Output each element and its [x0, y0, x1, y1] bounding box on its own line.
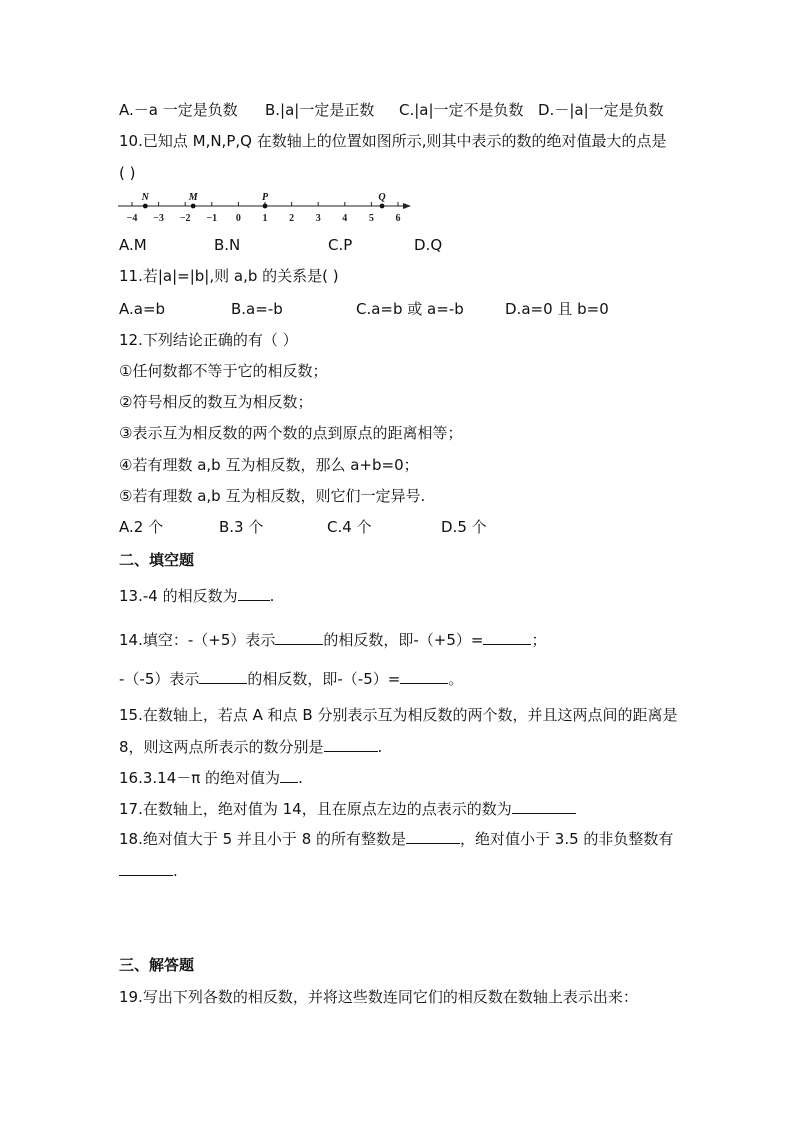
- q10-answer-paren: ( ): [119, 164, 136, 182]
- q11-stem: 11.若|a|=|b|,则 a,b 的关系是( ): [119, 267, 339, 285]
- number-line-tick-label: 4: [342, 213, 348, 224]
- q12-option-c: C.4 个: [327, 518, 372, 536]
- q9-option-c: C.|a|一定不是负数: [399, 101, 524, 119]
- q18-blank-1[interactable]: [406, 829, 460, 844]
- q12-stem: 12.下列结论正确的有（ ）: [119, 331, 298, 349]
- section-title-answer: 三、解答题: [119, 956, 195, 974]
- number-line-tick-label: −2: [179, 213, 191, 224]
- number-line-tick-label: 3: [315, 213, 321, 224]
- q14-blank-1[interactable]: [275, 630, 323, 645]
- q9-option-d: D.－|a|一定是负数: [538, 101, 664, 119]
- q14-line-2: -（-5）表示 的相反数，即-（-5）= 。: [119, 670, 464, 688]
- number-line-point-m: [191, 204, 196, 209]
- q10-option-b: B.N: [214, 236, 241, 254]
- q12-option-d: D.5 个: [441, 518, 487, 536]
- number-line-point-label-p: P: [261, 192, 269, 203]
- q10-option-d: D.Q: [414, 236, 443, 254]
- q13-blank[interactable]: [238, 586, 270, 601]
- number-line-point-label-m: M: [188, 192, 198, 203]
- q13: 13.-4 的相反数为 .: [119, 587, 275, 605]
- q14-blank-2[interactable]: [483, 630, 531, 645]
- q10-option-a: A.M: [119, 236, 147, 254]
- number-line-point-label-n: N: [141, 192, 149, 203]
- q17: 17.在数轴上，绝对值为 14，且在原点左边的点表示的数为: [119, 799, 576, 819]
- q10-stem: 10.已知点 M,N,P,Q 在数轴上的位置如图所示,则其中表示的数的绝对值最大的点是: [119, 132, 667, 150]
- q11-option-a: A.a=b: [119, 300, 166, 318]
- q12-option-a: A.2 个: [119, 518, 164, 536]
- q11-option-c: C.a=b 或 a=-b: [356, 300, 464, 318]
- section-title-fill-in: 二、填空题: [119, 551, 195, 569]
- number-line-figure: [113, 188, 418, 228]
- number-line-point-p: [263, 204, 268, 209]
- q18-line-2: .: [119, 861, 178, 881]
- q12-item-5: ⑤若有理数 a,b 互为相反数，则它们一定异号.: [119, 487, 426, 505]
- number-line-tick-label: −1: [206, 213, 218, 224]
- q12-item-4: ④若有理数 a,b 互为相反数，那么 a+b=0；: [119, 456, 419, 474]
- q14-blank-3[interactable]: [199, 669, 247, 684]
- number-line-tick-label: 0: [235, 213, 241, 224]
- q16-blank[interactable]: [280, 768, 298, 783]
- q17-blank[interactable]: [512, 799, 576, 814]
- number-line-tick-label: 2: [289, 213, 295, 224]
- q15-blank[interactable]: [324, 737, 378, 752]
- q15-line-1: 15.在数轴上，若点 A 和点 B 分别表示互为相反数的两个数，并且这两点间的距离是: [119, 706, 678, 724]
- q12-item-1: ①任何数都不等于它的相反数；: [119, 362, 328, 380]
- number-line-tick-label: −3: [153, 213, 164, 224]
- q11-option-d: D.a=0 且 b=0: [505, 300, 609, 318]
- number-line-tick-label: 5: [368, 213, 374, 224]
- q14-line-1: 14.填空：-（+5）表示 的相反数，即-（+5）= ；: [119, 631, 547, 649]
- q12-option-b: B.3 个: [219, 518, 264, 536]
- number-line-point-q: [380, 204, 385, 209]
- number-line-tick-label: 1: [262, 213, 268, 224]
- number-line-arrow-icon: [403, 203, 411, 209]
- q9-option-a: A.－a 一定是负数: [119, 101, 238, 119]
- number-line-tick-label: 6: [395, 213, 401, 224]
- number-line-point-label-q: Q: [378, 192, 386, 203]
- q9-option-b: B.|a|一定是正数: [265, 101, 375, 119]
- q10-option-c: C.P: [328, 236, 353, 254]
- q15-line-2: 8，则这两点所表示的数分别是 .: [119, 738, 383, 756]
- q12-item-3: ③表示互为相反数的两个数的点到原点的距离相等；: [119, 424, 463, 442]
- q18-line-1: 18.绝对值大于 5 并且小于 8 的所有整数是 ，绝对值小于 3.5 的非负整数有: [119, 830, 674, 848]
- number-line-tick-label: −4: [126, 213, 138, 224]
- q19-stem: 19.写出下列各数的相反数，并将这些数连同它们的相反数在数轴上表示出来：: [119, 988, 638, 1006]
- q12-item-2: ②符号相反的数互为相反数；: [119, 393, 313, 411]
- number-line-point-n: [143, 204, 148, 209]
- q14-blank-4[interactable]: [400, 669, 448, 684]
- q13-text: 13.-4 的相反数为: [119, 587, 238, 605]
- q16: 16.3.14－π 的绝对值为 .: [119, 769, 303, 787]
- q11-option-b: B.a=-b: [231, 300, 283, 318]
- q18-blank-2[interactable]: [119, 861, 173, 876]
